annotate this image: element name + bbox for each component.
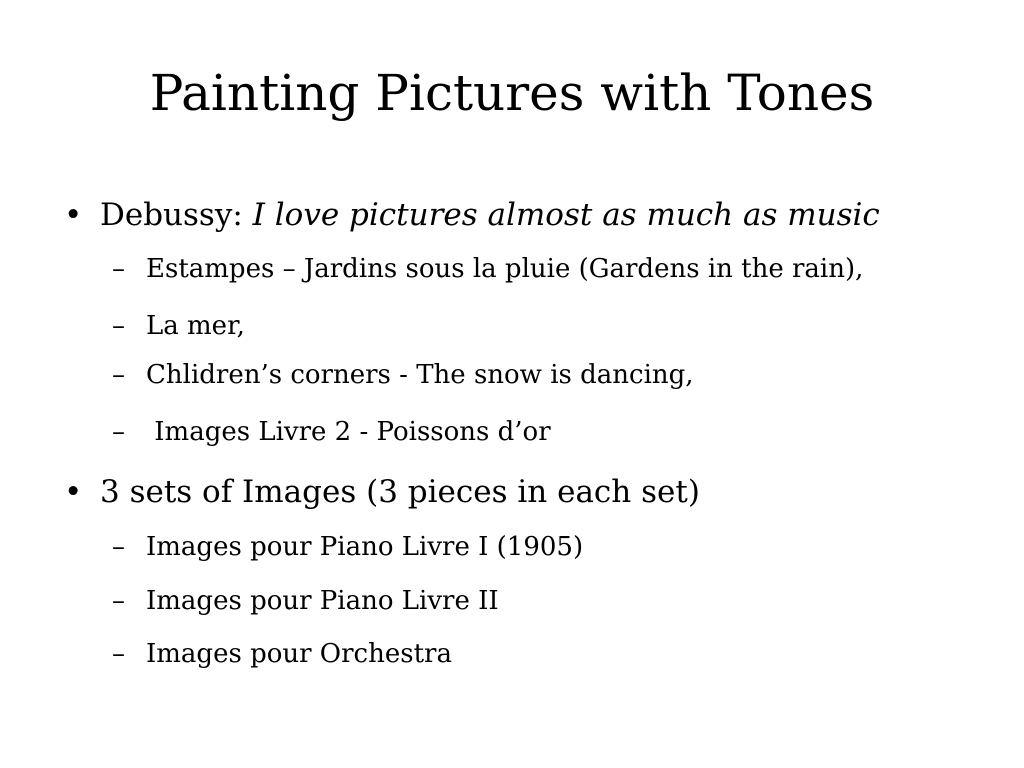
dash-icon: – bbox=[112, 311, 125, 341]
subitem-piano-livre-2: Images pour Piano Livre II bbox=[146, 586, 499, 616]
debussy-quote: I love pictures almost as much as music bbox=[252, 197, 880, 233]
dash-icon: – bbox=[112, 532, 125, 562]
slide-title: Painting Pictures with Tones bbox=[149, 64, 875, 122]
bullet-item-images-sets: 3 sets of Images (3 pieces in each set) bbox=[100, 474, 700, 510]
subitem-estampes: Estampes – Jardins sous la pluie (Gardens in the rain), bbox=[146, 254, 864, 284]
dash-icon: – bbox=[112, 254, 125, 284]
bullet-item-debussy bbox=[100, 195, 880, 235]
subitem-piano-livre-1: Images pour Piano Livre I (1905) bbox=[146, 532, 584, 562]
bullet-icon: • bbox=[64, 474, 83, 510]
subitem-la-mer: La mer, bbox=[146, 311, 245, 341]
subitem-images-livre-2: Images Livre 2 - Poissons d’or bbox=[146, 417, 551, 447]
subitem-orchestra: Images pour Orchestra bbox=[146, 639, 452, 669]
dash-icon: – bbox=[112, 639, 125, 669]
dash-icon: – bbox=[112, 586, 125, 616]
dash-icon: – bbox=[112, 360, 125, 390]
bullet-icon: • bbox=[64, 197, 83, 233]
subitem-childrens-corner: Chlidren’s corners - The snow is dancing, bbox=[146, 360, 694, 390]
dash-icon: – bbox=[112, 417, 125, 447]
bullet-label: Debussy: bbox=[100, 197, 243, 233]
